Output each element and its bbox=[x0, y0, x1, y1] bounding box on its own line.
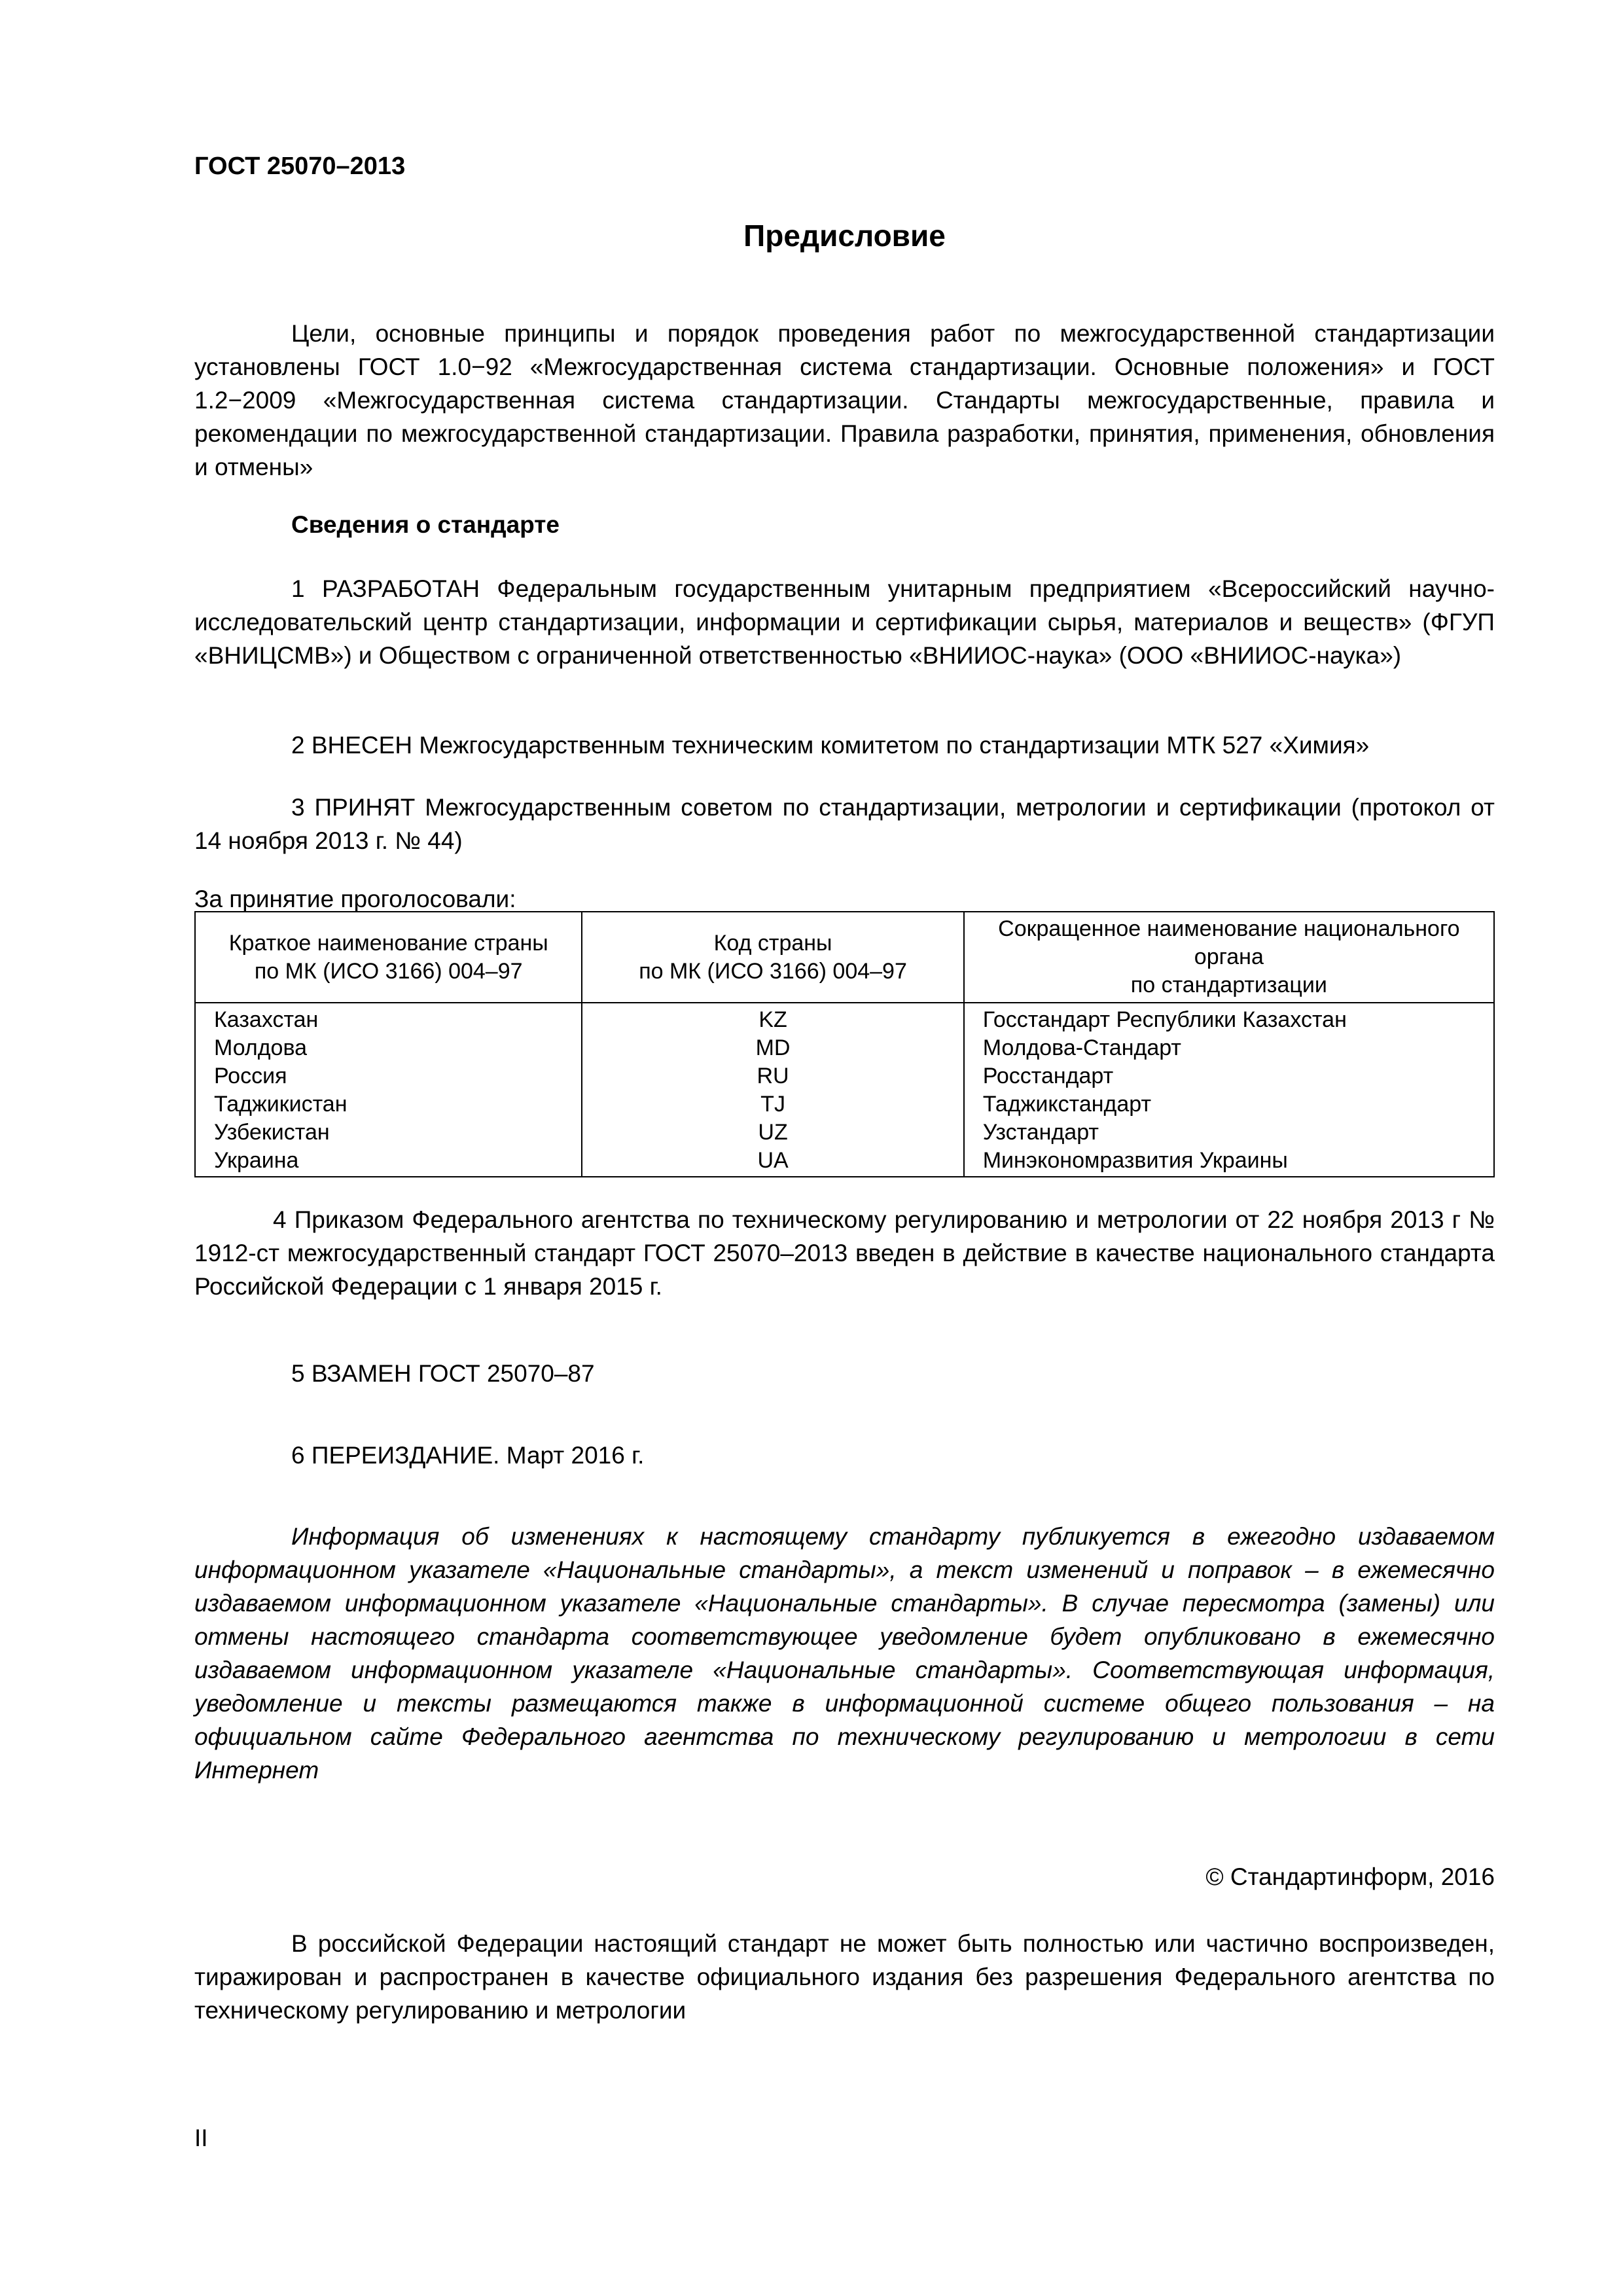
document-code: ГОСТ 25070–2013 bbox=[194, 152, 406, 180]
cell-code: UA bbox=[582, 1147, 963, 1177]
header-line: Код страны bbox=[713, 930, 832, 956]
cell-body: Таджикстандарт bbox=[964, 1090, 1494, 1119]
cell-code: MD bbox=[582, 1034, 963, 1062]
cell-country: Молдова bbox=[195, 1034, 582, 1062]
cell-country: Узбекистан bbox=[195, 1119, 582, 1147]
voting-table bbox=[194, 911, 1495, 1177]
column-header-code bbox=[582, 912, 963, 1003]
changes-info-note: Информация об изменениях к настоящему стандарту публикуется в ежегодно издаваемом информационном указателе «Национальные стандарты», а текст изменений и поправок – в ежемесячно издаваемом информационном указателе «Национальные стандарты». В случае пересмотра (замены) или отмены настоящего стандарта соответствующее уведомление будет опубликовано в ежемесячно издаваемом информационном указателе «Национальные стандарты». Соответствующая информация, уведомление и тексты размещаются также в информационной системе общего пользования – на официальном сайте Федерального агентства по техническому регулированию и метрологии в сети Интернет bbox=[194, 1523, 1495, 1784]
page-title: Предисловие bbox=[743, 219, 946, 253]
header-line: по МК (ИСО 3166) 004–97 bbox=[639, 958, 907, 984]
header-line: Сокращенное наименование национального bbox=[998, 916, 1460, 941]
item-reissue: 6 ПЕРЕИЗДАНИЕ. Март 2016 г. bbox=[291, 1442, 645, 1469]
copyright-notice: © Стандартинформ, 2016 bbox=[1205, 1863, 1495, 1890]
cell-country: Казахстан bbox=[195, 1003, 582, 1034]
table-row bbox=[195, 1119, 1494, 1147]
voted-label: За принятие проголосовали: bbox=[194, 886, 516, 912]
cell-country: Таджикистан bbox=[195, 1090, 582, 1119]
cell-code: TJ bbox=[582, 1090, 963, 1119]
table-row bbox=[195, 1034, 1494, 1062]
table-row bbox=[195, 1062, 1494, 1090]
item-adopted: 3 ПРИНЯТ Межгосударственным советом по стандартизации, метрологии и сертификации (протокол от 14 ноября 2013 г. № 44) bbox=[194, 794, 1495, 854]
cell-body: Минэкономразвития Украины bbox=[964, 1147, 1494, 1177]
cell-body: Росстандарт bbox=[964, 1062, 1494, 1090]
item-introduced: 2 ВНЕСЕН Межгосударственным техническим комитетом по стандартизации МТК 527 «Химия» bbox=[291, 732, 1370, 759]
item-enacted: 4 Приказом Федерального агентства по техническому регулированию и метрологии от 22 ноября 2013 г № 1912-ст межгосударственный стандарт ГОСТ 25070–2013 введен в действие в качестве национального стандарта Российской Федерации с 1 января 2015 г. bbox=[194, 1206, 1495, 1300]
cell-code: KZ bbox=[582, 1003, 963, 1034]
cell-country: Россия bbox=[195, 1062, 582, 1090]
item-replaces: 5 ВЗАМЕН ГОСТ 25070–87 bbox=[291, 1360, 595, 1387]
cell-body: Узстандарт bbox=[964, 1119, 1494, 1147]
cell-code: UZ bbox=[582, 1119, 963, 1147]
intro-paragraph: Цели, основные принципы и порядок проведения работ по межгосударственной стандартизации установлены ГОСТ 1.0−92 «Межгосударственная система стандартизации. Основные положения» и ГОСТ 1.2−2009 «Межгосударственная система стандартизации. Стандарты межгосударственные, правила и рекомендации по межгосударственной стандартизации. Правила разработки, принятия, применения, обновления и отмены» bbox=[194, 320, 1495, 480]
cell-body: Молдова-Стандарт bbox=[964, 1034, 1494, 1062]
table-row bbox=[195, 1090, 1494, 1119]
table-row bbox=[195, 1003, 1494, 1034]
section-heading: Сведения о стандарте bbox=[291, 511, 560, 538]
table-header-row bbox=[195, 912, 1494, 1003]
page-number: II bbox=[194, 2125, 208, 2151]
header-line: по стандартизации bbox=[1130, 973, 1327, 997]
header-line: Краткое наименование страны bbox=[228, 930, 548, 956]
rights-notice: В российской Федерации настоящий стандарт не может быть полностью или частично воспроизведен, тиражирован и распространен в качестве официального издания без разрешения Федерального агентства по техническому регулированию и метрологии bbox=[194, 1930, 1495, 2024]
cell-body: Госстандарт Республики Казахстан bbox=[964, 1003, 1494, 1034]
table-row bbox=[195, 1147, 1494, 1177]
cell-code: RU bbox=[582, 1062, 963, 1090]
item-developed: 1 РАЗРАБОТАН Федеральным государственным унитарным предприятием «Всероссийский научно-исследовательский центр стандартизации, информации и сертификации сырья, материалов и веществ» (ФГУП «ВНИЦСМВ») и Обществом с ограниченной ответственностью «ВНИИОС-наука» (ООО «ВНИИОС-наука») bbox=[194, 575, 1495, 669]
column-header-body bbox=[964, 912, 1494, 1003]
header-line: органа bbox=[1194, 944, 1264, 969]
document-page bbox=[194, 0, 1495, 2296]
cell-country: Украина bbox=[195, 1147, 582, 1177]
header-line: по МК (ИСО 3166) 004–97 bbox=[254, 958, 523, 984]
column-header-country bbox=[195, 912, 582, 1003]
